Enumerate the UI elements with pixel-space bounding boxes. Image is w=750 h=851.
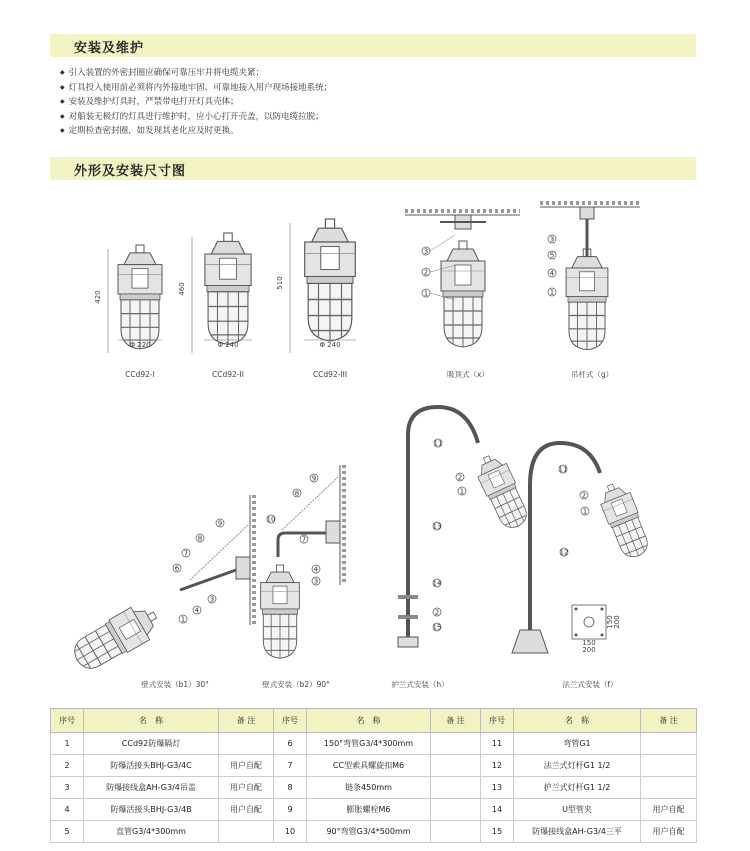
cell: 6: [274, 733, 307, 755]
cell: [431, 799, 481, 821]
svg-text:10: 10: [266, 515, 276, 524]
svg-text:6: 6: [174, 564, 180, 573]
note-item: ◆ 对船装无极灯的灯具进行维护时，应小心打开壳盖，以防电缆拉脱；: [60, 110, 332, 125]
caption-wall-90: 壁式安装（b2）90°: [262, 680, 330, 689]
col-header: 名 称: [514, 709, 641, 733]
svg-text:1: 1: [180, 615, 186, 624]
cell: 10: [274, 821, 307, 843]
dimension-drawings: [0, 185, 750, 700]
svg-text:5: 5: [549, 251, 555, 260]
wall-mount-30-diagram: [68, 495, 254, 676]
svg-text:3: 3: [549, 235, 555, 244]
cell: 防爆接线盒AH-G3/4吊盖: [84, 777, 219, 799]
pendant-mount-diagram: [540, 203, 640, 350]
cell: [641, 733, 697, 755]
svg-text:7: 7: [301, 535, 307, 544]
cell: 2: [51, 755, 84, 777]
cell: 15: [481, 821, 514, 843]
svg-text:14: 14: [432, 579, 442, 588]
caption-pendant: 吊杆式（g）: [570, 370, 614, 379]
cell: 用户自配: [219, 755, 274, 777]
svg-text:4: 4: [313, 565, 319, 574]
cell: 链条450mm: [307, 777, 431, 799]
caption-ccd92-3: CCd92-III: [312, 370, 348, 379]
cell: 用户自配: [219, 799, 274, 821]
svg-text:1: 1: [423, 289, 429, 298]
cell: 8: [274, 777, 307, 799]
cell: 14: [481, 799, 514, 821]
col-header: 名 称: [84, 709, 219, 733]
cell: [219, 821, 274, 843]
cell: 150°弯管G3/4*300mm: [307, 733, 431, 755]
svg-text:3: 3: [313, 577, 319, 586]
svg-text:11: 11: [558, 465, 568, 474]
col-header: 备 注: [219, 709, 274, 733]
parts-table: [50, 708, 697, 843]
col-header: 备 注: [641, 709, 697, 733]
svg-text:2: 2: [457, 473, 463, 482]
caption-flange: 法兰式安装（f）: [562, 680, 618, 689]
cell: [431, 733, 481, 755]
col-header: 序号: [274, 709, 307, 733]
ceiling-mount-diagram: [405, 211, 520, 347]
wall-mount-90-diagram: [261, 465, 344, 658]
cell: 1: [51, 733, 84, 755]
col-header: 备 注: [431, 709, 481, 733]
flange-150-h: 150: [582, 639, 596, 647]
table-row: [51, 755, 697, 777]
diameter-240-b: Φ 240: [319, 341, 341, 349]
svg-text:4: 4: [549, 269, 555, 278]
cell: 防爆活接头BHJ-G3/4B: [84, 799, 219, 821]
cell: [641, 777, 697, 799]
cell: U型管夹: [514, 799, 641, 821]
svg-text:2: 2: [423, 268, 429, 277]
svg-text:9: 9: [217, 519, 223, 528]
lamp-ccd92-3: [305, 219, 356, 341]
note-item: ◆ 安装及维护灯具时，严禁带电打开灯具壳体；: [60, 95, 332, 110]
cell: CC型索具螺旋扣M6: [307, 755, 431, 777]
svg-text:15: 15: [432, 623, 442, 632]
cell: [219, 733, 274, 755]
cell: 法兰式灯杆G1 1/2: [514, 755, 641, 777]
svg-text:2: 2: [434, 608, 440, 617]
cell: 膨胀螺栓M6: [307, 799, 431, 821]
table-row: [51, 821, 697, 843]
cell: 用户自配: [641, 821, 697, 843]
svg-text:3: 3: [209, 595, 215, 604]
table-row: [51, 733, 697, 755]
svg-text:1: 1: [459, 487, 465, 496]
table-row: [51, 799, 697, 821]
table-header-row: [51, 709, 697, 733]
col-header: 名 称: [307, 709, 431, 733]
cell: 11: [481, 733, 514, 755]
install-notes-list: [60, 66, 332, 139]
cell: 3: [51, 777, 84, 799]
diameter-220: Φ 220: [129, 341, 151, 349]
cell: 12: [481, 755, 514, 777]
cell: 4: [51, 799, 84, 821]
section-bar-drawing: [50, 157, 696, 180]
svg-text:2: 2: [581, 491, 587, 500]
caption-guard-post: 护兰式安装（h）: [391, 680, 449, 689]
svg-text:13: 13: [432, 522, 442, 531]
cell: 13: [481, 777, 514, 799]
cell: [641, 755, 697, 777]
caption-ceiling: 吸顶式（x）: [447, 370, 489, 379]
svg-text:4: 4: [194, 606, 200, 615]
cell: 用户自配: [641, 799, 697, 821]
cell: 防爆接线盒AH-G3/4三平: [514, 821, 641, 843]
table-row: [51, 777, 697, 799]
col-header: 序号: [51, 709, 84, 733]
flange-mount-diagram: [512, 443, 653, 654]
cell: [431, 777, 481, 799]
section-title-install: 安装及维护: [74, 41, 145, 56]
height-460: 460: [178, 282, 186, 296]
cell: 9: [274, 799, 307, 821]
note-item: ◆ 定期检查密封圈，如发现其老化应及时更换。: [60, 124, 332, 139]
flange-150-v: 150: [606, 615, 614, 629]
flange-200-h: 200: [582, 646, 596, 654]
cell: 7: [274, 755, 307, 777]
cell: 90°弯管G3/4*500mm: [307, 821, 431, 843]
svg-text:1: 1: [549, 288, 555, 297]
cell: 弯管G1: [514, 733, 641, 755]
caption-wall-30: 壁式安装（b1）30°: [141, 680, 209, 689]
svg-text:7: 7: [183, 549, 189, 558]
cell: [431, 755, 481, 777]
svg-text:11: 11: [433, 439, 443, 448]
lamp-ccd92-2: [205, 233, 251, 344]
note-item: ◆ 引入装置的外密封圈应确保可靠压牢并将电缆夹紧；: [60, 66, 332, 81]
cell: 5: [51, 821, 84, 843]
svg-text:8: 8: [294, 489, 300, 498]
lamp-ccd92-1: [118, 245, 162, 349]
svg-text:3: 3: [423, 247, 429, 256]
cell: CCd92防爆隔灯: [84, 733, 219, 755]
caption-ccd92-2: CCd92-II: [212, 370, 244, 379]
cell: [431, 821, 481, 843]
cell: 防爆活接头BHJ-G3/4C: [84, 755, 219, 777]
col-header: 序号: [481, 709, 514, 733]
cell: 护兰式灯杆G1 1/2: [514, 777, 641, 799]
cell: 直管G3/4*300mm: [84, 821, 219, 843]
note-item: ◆ 灯具投入使用前必须将内外接地牢固、可靠地接入用户现场接地系统；: [60, 81, 332, 96]
guard-post-mount-diagram: [398, 407, 533, 647]
section-bar-install: [50, 34, 696, 57]
flange-200-v: 200: [613, 615, 621, 629]
cell: 用户自配: [219, 777, 274, 799]
diameter-240-a: Φ 240: [217, 341, 239, 349]
svg-text:8: 8: [197, 534, 203, 543]
svg-text:9: 9: [311, 474, 317, 483]
svg-text:12: 12: [559, 548, 569, 557]
svg-text:1: 1: [582, 507, 588, 516]
caption-ccd92-1: CCd92-I: [125, 370, 155, 379]
height-420: 420: [94, 290, 102, 304]
section-title-drawing: 外形及安装尺寸图: [74, 164, 187, 179]
height-510: 510: [276, 276, 284, 290]
